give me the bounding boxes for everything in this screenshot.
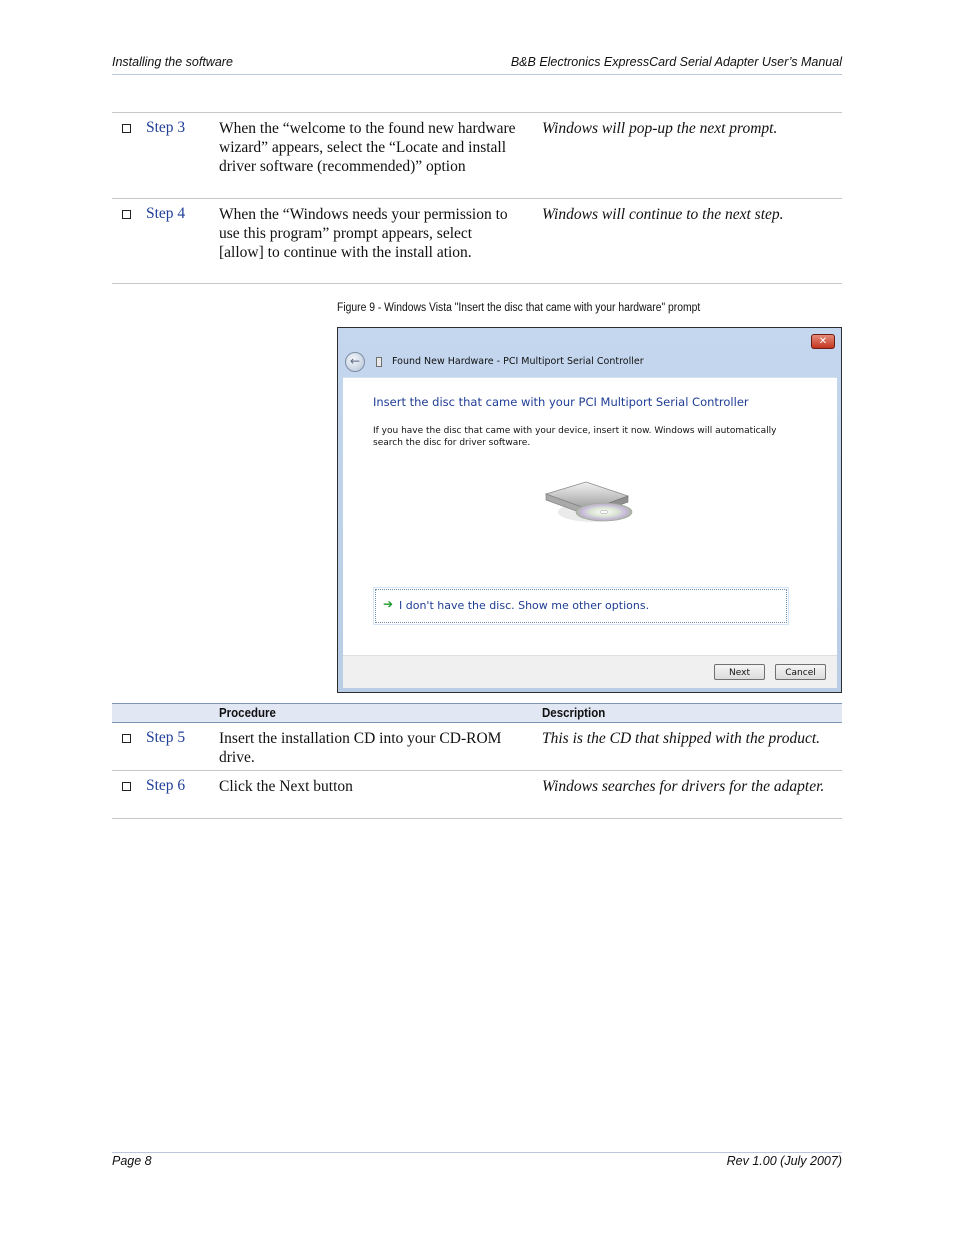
step-procedure: Click the Next button (219, 778, 353, 795)
step-description: Windows will continue to the next step. (542, 206, 784, 223)
step-procedure: When the “welcome to the found new hardware wizard” appears, select the “Locate and install driver software (recommended)” option (219, 120, 516, 175)
page-footer (112, 1152, 842, 1168)
steps-table-top (112, 112, 842, 284)
step-procedure: When the “Windows needs your permission to use this program” prompt appears, select [allow] to continue with the install ation. (219, 206, 508, 261)
checkbox-icon[interactable] (122, 734, 131, 743)
checkbox-icon[interactable] (122, 210, 131, 219)
back-arrow-icon[interactable]: ← (345, 352, 365, 372)
checkbox-icon[interactable] (122, 124, 131, 133)
step-procedure: Insert the installation CD into your CD-ROM drive. (219, 730, 502, 766)
column-header-procedure: Procedure (219, 706, 276, 720)
next-button[interactable]: Next (714, 664, 765, 680)
cd-drive-icon (542, 476, 638, 526)
header-manual-title: B&B Electronics ExpressCard Serial Adapter User’s Manual (510, 55, 842, 69)
page-header (112, 55, 842, 75)
table-row (112, 723, 842, 771)
dialog-info-text: If you have the disc that came with your device, insert it now. Windows will automatically search the disc for driver software. (373, 426, 777, 448)
figure-caption: Figure 9 - Windows Vista "Insert the disc that came with your hardware" prompt (337, 302, 701, 314)
cancel-button[interactable]: Cancel (775, 664, 826, 680)
green-arrow-icon: ➔ (383, 597, 394, 611)
dialog-instruction: Insert the disc that came with your PCI Multiport Serial Controller (373, 395, 749, 409)
no-disc-option[interactable] (375, 589, 787, 623)
step-row (112, 199, 842, 284)
table-row (112, 771, 842, 819)
step-description: Windows will pop-up the next prompt. (542, 120, 778, 137)
table-header (112, 703, 842, 723)
dialog-title: Found New Hardware - PCI Multiport Serial Controller (392, 356, 644, 367)
no-disc-option-label: I don't have the disc. Show me other options. (399, 599, 650, 612)
found-new-hardware-dialog (337, 327, 842, 693)
step-row (112, 113, 842, 199)
dialog-content (343, 377, 837, 656)
checkbox-icon[interactable] (122, 782, 131, 791)
step-description: Windows searches for drivers for the adapter. (542, 778, 825, 795)
step-number: Step 5 (146, 729, 186, 746)
header-section-title: Installing the software (112, 55, 233, 69)
close-icon[interactable]: ✕ (811, 334, 835, 349)
step-number: Step 3 (146, 119, 186, 136)
revision-label: Rev 1.00 (July 2007) (726, 1154, 842, 1168)
step-number: Step 4 (146, 205, 186, 222)
page-number: Page 8 (112, 1154, 152, 1168)
column-header-description: Description (542, 706, 606, 720)
hardware-device-icon (376, 357, 382, 367)
step-description: This is the CD that shipped with the product. (542, 730, 821, 747)
dialog-button-bar (343, 655, 837, 688)
steps-table-bottom (112, 723, 842, 819)
step-number: Step 6 (146, 777, 186, 794)
